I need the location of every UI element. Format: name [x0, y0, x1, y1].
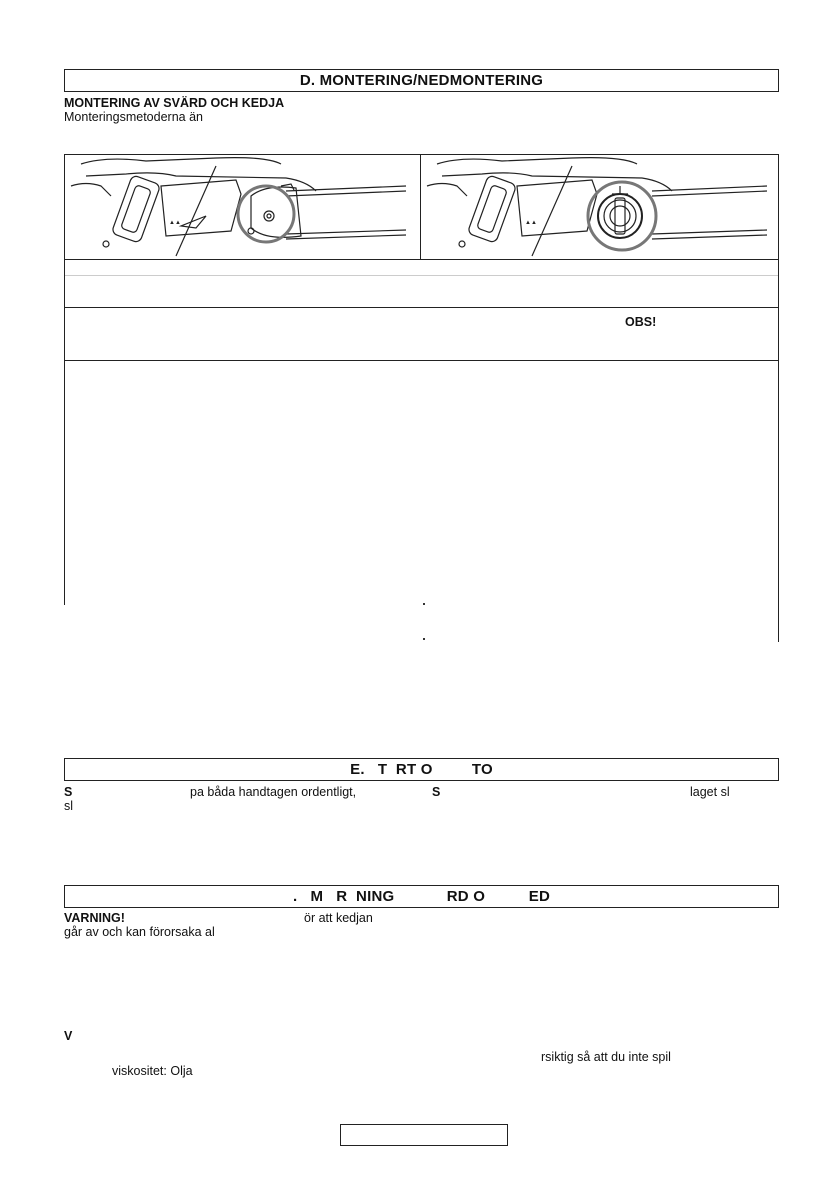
oil-text-a: rsiktig så att du inte spil	[541, 1050, 671, 1064]
figure-table-row3	[64, 307, 779, 308]
page-number-box	[340, 1124, 508, 1146]
svg-text:▲▲: ▲▲	[169, 220, 181, 226]
section-e-text-c: sl	[64, 799, 74, 813]
figure-table-row2	[64, 275, 779, 276]
figure-table-mid	[420, 154, 421, 259]
section-d-intro: Monteringsmetoderna än	[64, 110, 203, 124]
section-f-title: . M R NING RD O ED	[293, 888, 550, 905]
section-d-title: D. MONTERING/NEDMONTERING	[299, 72, 544, 89]
section-e-text-a: pa båda handtagen ordentligt,	[190, 785, 357, 799]
figure-table-right	[778, 154, 779, 642]
warning-text-b: går av och kan förorsaka al	[64, 925, 215, 939]
figure-table-top	[64, 154, 779, 155]
section-e-s1: S	[64, 785, 73, 799]
warning-label: VARNING!	[64, 911, 125, 925]
warning-text-a: ör att kedjan	[304, 911, 373, 925]
section-e-title-box	[64, 758, 779, 781]
figure-table-left	[64, 154, 65, 605]
section-d-title-box	[64, 69, 779, 92]
section-e-title: E. T RT O TO	[350, 761, 493, 778]
section-e-s2: S	[432, 785, 441, 799]
section-d-subheading: MONTERING AV SVÄRD OCH KEDJA	[64, 96, 285, 110]
figure-table-row1	[64, 259, 779, 260]
section-f-title-box	[64, 885, 779, 908]
chainsaw-tensioner-knob-illustration	[422, 156, 776, 258]
figure-table-row4	[64, 360, 779, 361]
obs-label: OBS!	[625, 315, 657, 329]
small-mark	[423, 638, 425, 640]
oil-text-b: viskositet: Olja	[112, 1064, 193, 1078]
small-mark	[423, 603, 425, 605]
svg-text:▲▲: ▲▲	[525, 220, 537, 226]
oil-v-label: V	[64, 1029, 73, 1043]
chainsaw-cover-nut-illustration	[66, 156, 418, 258]
section-e-text-b: laget sl	[690, 785, 730, 799]
